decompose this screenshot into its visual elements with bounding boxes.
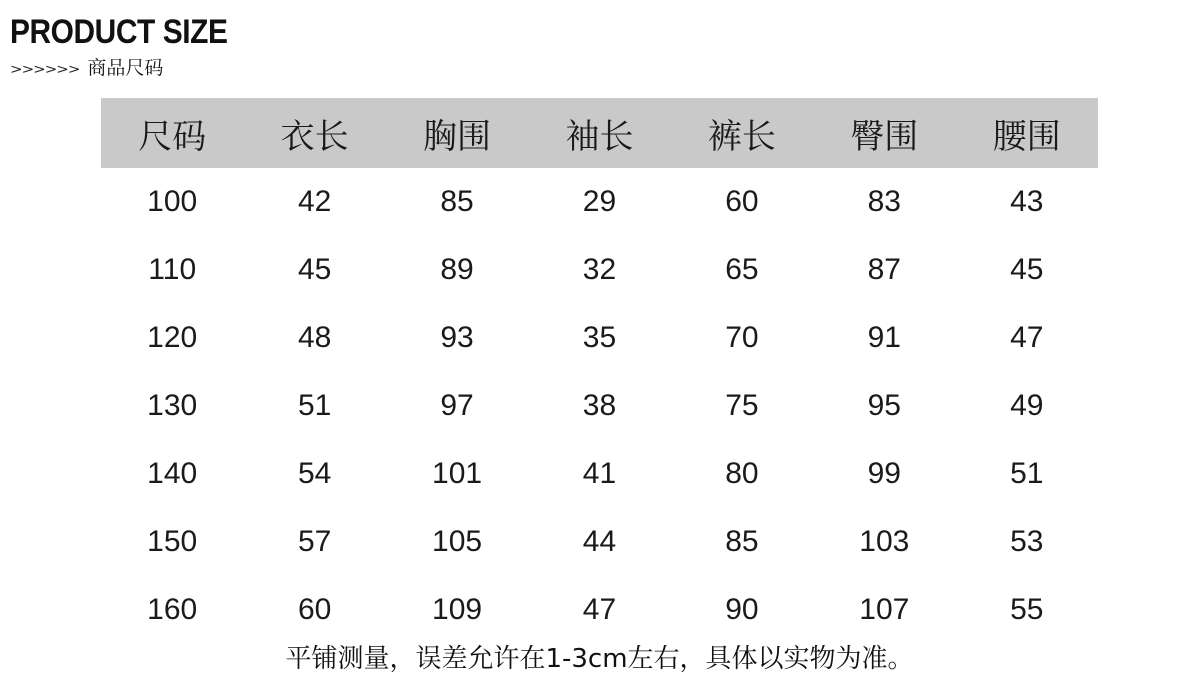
cell-clothing-length: 42 — [297, 185, 332, 218]
chevrons-icon: >>>>>> — [10, 60, 80, 78]
cell-pants-length: 85 — [725, 525, 759, 558]
cell-clothing-length: 45 — [297, 253, 332, 286]
cell-bust: 85 — [440, 185, 474, 218]
cell-waist: 45 — [1010, 253, 1044, 286]
cell-hip: 83 — [867, 185, 901, 218]
table-header — [101, 98, 1098, 168]
column-header-bust: 胸围 — [423, 116, 492, 157]
cell-size: 130 — [147, 389, 198, 422]
cell-pants-length: 60 — [725, 185, 759, 218]
cell-size: 100 — [147, 185, 198, 218]
cell-sleeve-length: 38 — [582, 389, 617, 422]
table-body — [101, 168, 1098, 644]
column-header-hip: 臀围 — [850, 116, 919, 157]
page-title: PRODUCT SIZE — [10, 13, 228, 51]
cell-pants-length: 90 — [725, 593, 759, 626]
cell-sleeve-length: 29 — [582, 185, 617, 218]
cell-pants-length: 65 — [725, 253, 759, 286]
measurement-note: 平铺测量，误差允许在1-3cm左右，具体以实物为准。 — [285, 644, 914, 674]
cell-bust: 97 — [440, 389, 474, 422]
column-header-pants-length: 裤长 — [707, 116, 776, 157]
column-header-sleeve-length: 袖长 — [565, 116, 634, 157]
page-header — [10, 14, 610, 78]
page-subtitle: 商品尺码 — [87, 57, 164, 79]
cell-hip: 99 — [867, 457, 901, 490]
cell-pants-length: 70 — [725, 321, 759, 354]
cell-waist: 49 — [1010, 389, 1044, 422]
cell-clothing-length: 57 — [297, 525, 332, 558]
cell-waist: 55 — [1010, 593, 1044, 626]
cell-sleeve-length: 41 — [582, 457, 617, 490]
cell-bust: 93 — [440, 321, 474, 354]
cell-sleeve-length: 47 — [582, 593, 617, 626]
table-row — [101, 576, 1098, 644]
cell-pants-length: 80 — [725, 457, 759, 490]
cell-bust: 109 — [432, 593, 483, 626]
table-header-row — [101, 98, 1098, 168]
cell-sleeve-length: 32 — [582, 253, 617, 286]
cell-clothing-length: 60 — [297, 593, 332, 626]
cell-bust: 101 — [432, 457, 483, 490]
column-header-size: 尺码 — [138, 116, 207, 157]
size-table — [101, 98, 1098, 644]
cell-size: 140 — [147, 457, 198, 490]
cell-waist: 43 — [1010, 185, 1044, 218]
cell-size: 160 — [147, 593, 198, 626]
table-row — [101, 304, 1098, 372]
cell-clothing-length: 48 — [297, 321, 332, 354]
cell-size: 110 — [148, 253, 197, 286]
cell-hip: 103 — [859, 525, 910, 558]
cell-size: 120 — [147, 321, 198, 354]
cell-hip: 107 — [859, 593, 910, 626]
cell-waist: 47 — [1010, 321, 1044, 354]
cell-waist: 53 — [1010, 525, 1044, 558]
cell-sleeve-length: 44 — [582, 525, 617, 558]
table-row — [101, 168, 1098, 236]
cell-sleeve-length: 35 — [582, 321, 617, 354]
table-row — [101, 372, 1098, 440]
cell-hip: 91 — [867, 321, 901, 354]
cell-bust: 105 — [432, 525, 483, 558]
cell-waist: 51 — [1010, 457, 1044, 490]
cell-clothing-length: 54 — [297, 457, 332, 490]
column-header-waist: 腰围 — [992, 116, 1061, 157]
cell-hip: 87 — [867, 253, 901, 286]
cell-hip: 95 — [867, 389, 901, 422]
table-row — [101, 236, 1098, 304]
table-row — [101, 440, 1098, 508]
cell-size: 150 — [147, 525, 198, 558]
cell-clothing-length: 51 — [297, 389, 332, 422]
cell-pants-length: 75 — [725, 389, 759, 422]
subtitle-line — [10, 58, 610, 78]
cell-bust: 89 — [440, 253, 474, 286]
column-header-clothing-length: 衣长 — [280, 116, 349, 157]
table-row — [101, 508, 1098, 576]
